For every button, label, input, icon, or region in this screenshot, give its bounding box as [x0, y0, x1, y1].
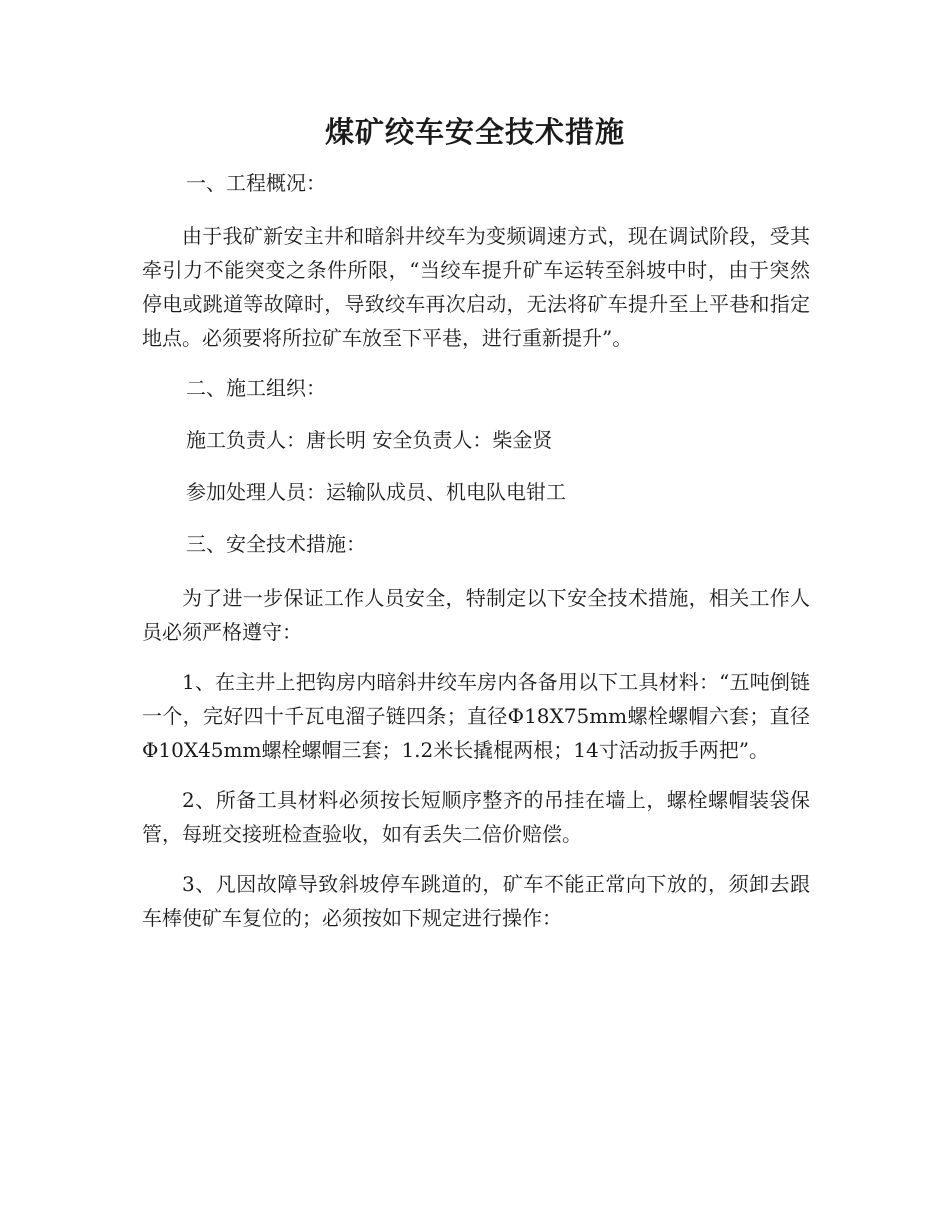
- document-body: [142, 166, 810, 935]
- list-item-1: 1、在主井上把钩房内暗斜井绞车房内各备用以下工具材料：“五吨倒链一个，完好四十千瓦电溜子链四条；直径Φ18X75mm螺栓螺帽六套；直径Φ10X45mm螺栓螺帽三套；1.2米长撬棍两根；14寸活动扳手两把”。: [142, 670, 810, 762]
- paragraph-responsible-persons: 施工负责人：唐长明 安全负责人：柴金贤: [186, 428, 553, 452]
- list-item-3: 3、凡因故障导致斜坡停车跳道的，矿车不能正常向下放的，须卸去跟车棒使矿车复位的；必须按如下规定进行操作：: [142, 872, 810, 930]
- section-heading-overview: 一、工程概况：: [186, 171, 326, 195]
- paragraph-participants: 参加处理人员：运输队成员、机电队电钳工: [186, 480, 566, 504]
- section-heading-safety-measures: 三、安全技术措施：: [186, 532, 366, 556]
- section-heading-organization: 二、施工组织：: [186, 376, 326, 400]
- document-title: 煤矿绞车安全技术措施: [324, 115, 625, 149]
- paragraph-overview: 由于我矿新安主井和暗斜井绞车为变频调速方式，现在调试阶段，受其牵引力不能突变之条件所限，“当绞车提升矿车运转至斜坡中时，由于突然停电或跳道等故障时，导致绞车再次启动，无法将矿车提升至上平巷和指定地点。必须要将所拉矿车放至下平巷，进行重新提升”。: [142, 224, 810, 350]
- list-item-2: 2、所备工具材料必须按长短顺序整齐的吊挂在墙上，螺栓螺帽装袋保管，每班交接班检查验收，如有丢失二倍价赔偿。: [142, 788, 810, 846]
- paragraph-safety-intro: 为了进一步保证工作人员安全，特制定以下安全技术措施，相关工作人员必须严格遵守：: [142, 586, 810, 644]
